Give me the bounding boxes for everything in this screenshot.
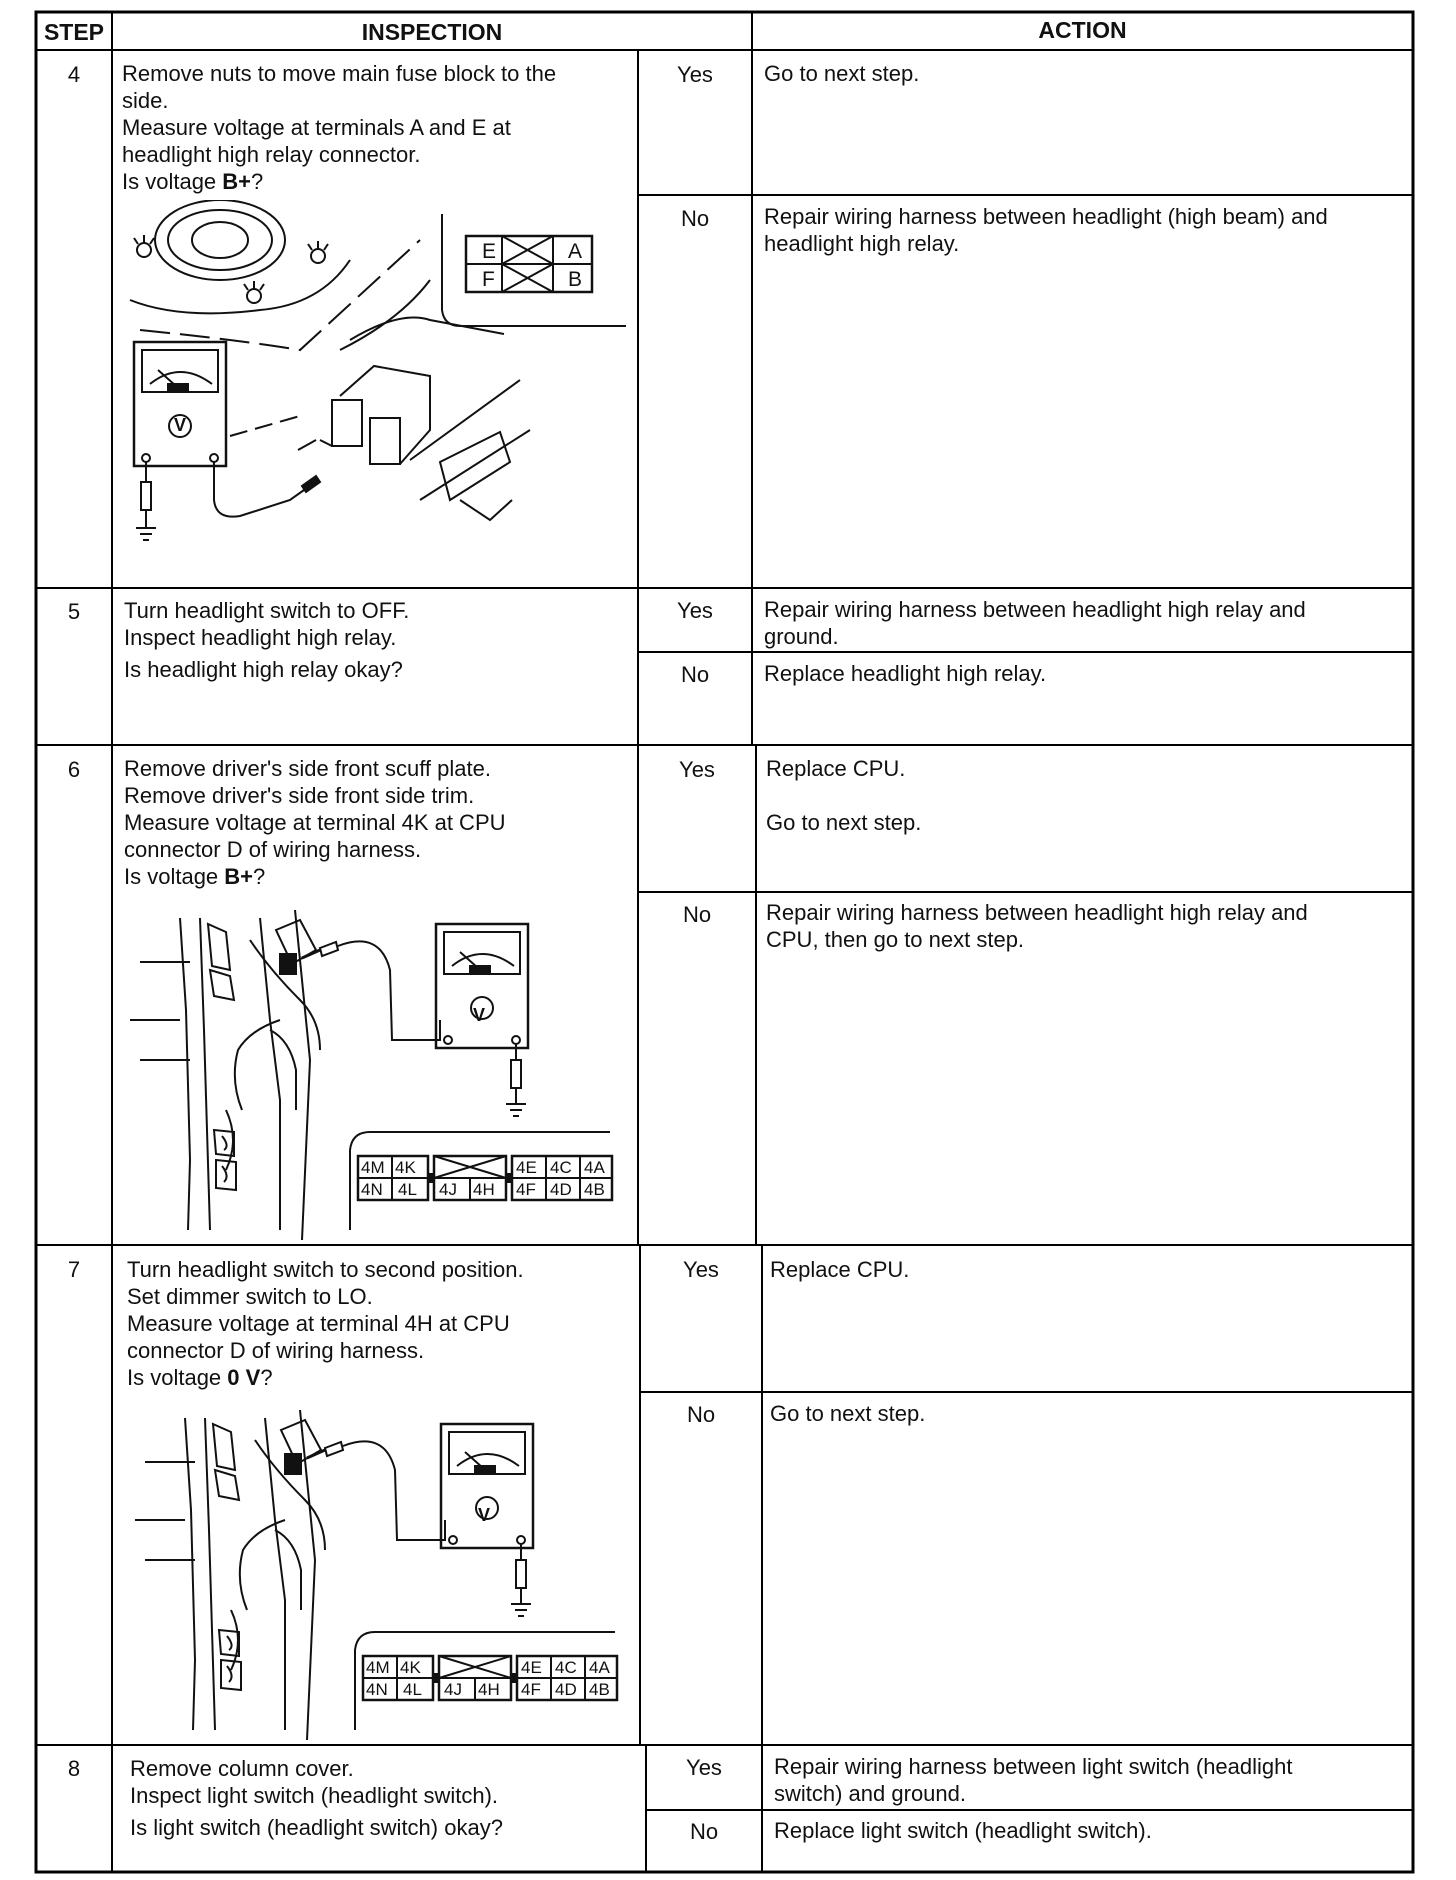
- terminal-4f: 4F: [516, 1180, 536, 1199]
- step-8-question: Is light switch (headlight switch) okay?: [130, 1815, 503, 1840]
- terminal-4e: 4E: [521, 1658, 542, 1677]
- terminal-4b: 4B: [584, 1180, 605, 1199]
- terminal-4m: 4M: [366, 1658, 390, 1677]
- step-4-question: Is voltage B+?: [122, 169, 264, 194]
- step-4-no-action: Repair wiring harness between headlight (high beam) and headlight high relay.: [764, 204, 1328, 256]
- step-4-figure: [120, 200, 630, 560]
- step-7-yes-label: Yes: [683, 1257, 719, 1282]
- relay-icon: [332, 400, 362, 446]
- step-4-yes-label: Yes: [677, 62, 713, 87]
- terminal-4n: 4N: [366, 1680, 388, 1699]
- step-5-no-label: No: [680, 662, 710, 687]
- step-8-yes-label: Yes: [686, 1755, 722, 1780]
- cpu-connector-icon: [285, 1454, 301, 1474]
- voltmeter-symbol: V: [478, 1505, 491, 1525]
- terminal-4c: 4C: [555, 1658, 577, 1677]
- terminal-4k: 4K: [400, 1658, 421, 1677]
- voltmeter-icon: [134, 342, 226, 466]
- step-number-7: 7: [67, 1257, 81, 1282]
- step-5-yes-action: Repair wiring harness between headlight high relay and ground.: [764, 597, 1306, 649]
- step-number-4: 4: [67, 62, 81, 87]
- header-action: ACTION: [1038, 17, 1127, 43]
- step-number-5: 5: [67, 599, 81, 624]
- step-6-yes-action: Replace CPU. Go to next step.: [766, 756, 922, 835]
- terminal-4j: 4J: [439, 1180, 457, 1199]
- connector-terminal-f: F: [482, 268, 495, 291]
- terminal-4d: 4D: [550, 1180, 572, 1199]
- terminal-4d: 4D: [555, 1680, 577, 1699]
- step-7-yes-action: Replace CPU.: [770, 1257, 910, 1282]
- voltmeter-icon: [436, 924, 528, 1048]
- terminal-4m: 4M: [361, 1158, 385, 1177]
- voltmeter-icon: [441, 1424, 533, 1548]
- connector-terminal-e: E: [482, 240, 497, 263]
- step-7-inspection-text: Turn headlight switch to second position. Set dimmer switch to LO. Measure voltage at terminal 4H at CPU connector D of wiring harness. Is voltage 0 V?: [127, 1257, 524, 1390]
- terminal-4e: 4E: [516, 1158, 537, 1177]
- step-4-inspection-text: Remove nuts to move main fuse block to the side. Measure voltage at terminals A and E at headlight high relay connector. Is voltage B+?: [122, 61, 557, 194]
- terminal-4h: 4H: [478, 1680, 500, 1699]
- nut-icon: [134, 235, 154, 257]
- terminal-4k: 4K: [395, 1158, 416, 1177]
- terminal-4h: 4H: [473, 1180, 495, 1199]
- relay-icon: [370, 418, 400, 464]
- terminal-4a: 4A: [584, 1158, 605, 1177]
- terminal-4b: 4B: [589, 1680, 610, 1699]
- step-5-yes-label: Yes: [677, 598, 713, 623]
- step-4-yes-action: Go to next step.: [764, 61, 920, 86]
- nut-icon: [308, 241, 328, 263]
- step-7-no-action: Go to next step.: [770, 1401, 926, 1426]
- terminal-4l: 4L: [398, 1180, 417, 1199]
- terminal-4f: 4F: [521, 1680, 541, 1699]
- step-4-no-label: No: [680, 206, 710, 231]
- step-6-inspection-text: Remove driver's side front scuff plate. Remove driver's side front side trim. Measure voltage at terminal 4K at CPU connector D of wiring harness. Is voltage B+?: [124, 756, 506, 889]
- step-number-6: 6: [67, 757, 81, 782]
- nut-icon: [244, 281, 264, 303]
- step-6-question: Is voltage B+?: [124, 864, 266, 889]
- terminal-4j: 4J: [444, 1680, 462, 1699]
- step-7-no-label: No: [686, 1402, 716, 1427]
- step-6-no-action: Repair wiring harness between headlight high relay and CPU, then go to next step.: [766, 900, 1308, 952]
- header-step: STEP: [43, 19, 105, 45]
- step-number-8: 8: [67, 1756, 81, 1781]
- cpu-connector-icon: [280, 954, 296, 974]
- step-5-question: Is headlight high relay okay?: [124, 657, 403, 682]
- terminal-4a: 4A: [589, 1658, 610, 1677]
- voltmeter-symbol: V: [174, 415, 187, 435]
- voltmeter-symbol: V: [473, 1005, 486, 1025]
- connector-terminal-a: A: [568, 240, 583, 263]
- terminal-4n: 4N: [361, 1180, 383, 1199]
- step-5-no-action: Replace headlight high relay.: [764, 661, 1047, 686]
- step-8-no-action: Replace light switch (headlight switch).: [774, 1818, 1152, 1843]
- step-8-inspection-text: Remove column cover. Inspect light switch (headlight switch). Is light switch (headlight switch) okay?: [130, 1756, 503, 1840]
- headlight-lens-icon: [155, 200, 285, 280]
- connector-terminal-b: B: [568, 268, 583, 291]
- terminal-4c: 4C: [550, 1158, 572, 1177]
- step-6-yes-label: Yes: [679, 757, 715, 782]
- step-6-no-label: No: [682, 902, 712, 927]
- header-inspection: INSPECTION: [361, 19, 503, 45]
- step-5-inspection-text: Turn headlight switch to OFF. Inspect headlight high relay. Is headlight high relay okay?: [124, 598, 410, 682]
- step-8-yes-action: Repair wiring harness between light switch (headlight switch) and ground.: [774, 1754, 1293, 1806]
- step-7-question: Is voltage 0 V?: [127, 1365, 273, 1390]
- step-8-no-label: No: [689, 1819, 719, 1844]
- terminal-4l: 4L: [403, 1680, 422, 1699]
